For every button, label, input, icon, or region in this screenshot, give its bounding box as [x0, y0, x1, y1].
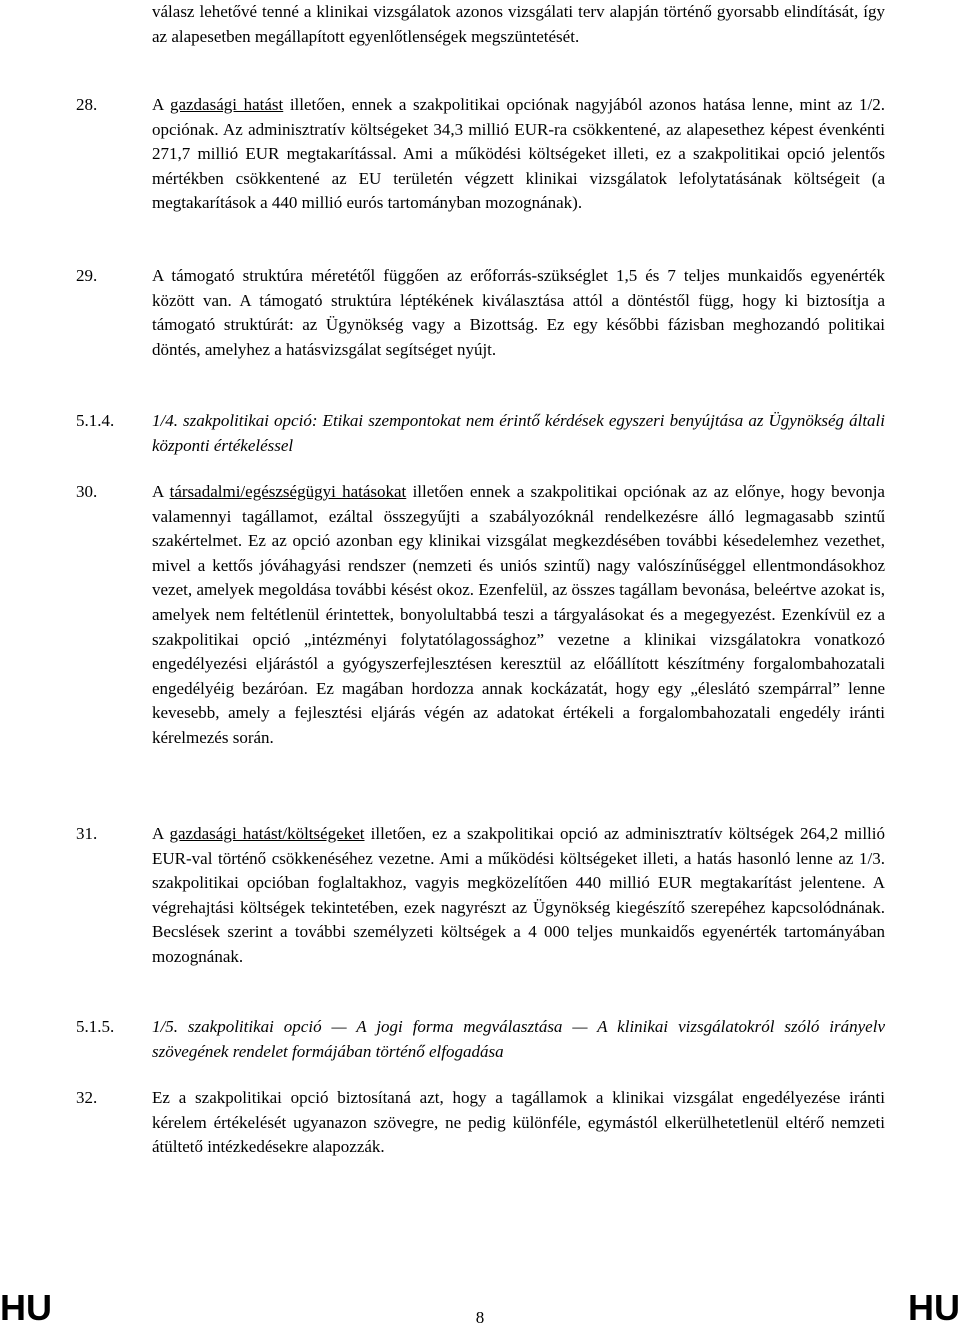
footer-language-code-right: HU	[908, 1287, 960, 1328]
paragraph-number: 30.	[76, 482, 98, 501]
paragraph-number: 29.	[76, 266, 98, 285]
page-number: 8	[475, 1308, 485, 1327]
paragraph-text: A gazdasági hatást illetően, ennek a szakpolitikai opciónak nagyjából azonos hatása lenne, mint az 1/2. opciónak. Az adminisztratív költségeket 34,3 millió EUR-ra csökkentené, az alapesethez képest évenkénti 271,7 millió EUR megtakarítással. Ami a működési költségeket illeti, ez a szakpolitikai opció jelentős mértékben csökkentené az EU területén végzett klinikai vizsgálatok lefolytatásának költségeit (a megtakarítások a 440 millió eurós tartományban mozognának).	[152, 95, 885, 213]
paragraph-30	[76, 480, 885, 751]
paragraph-32	[76, 1086, 885, 1160]
underlined-term: társadalmi/egészségügyi hatásokat	[169, 482, 407, 501]
section-title: 1/4. szakpolitikai opció: Etikai szempontokat nem érintő kérdések egyszeri benyújtása az Ügynökség általi központi értékeléssel	[152, 411, 885, 455]
underlined-term: gazdasági hatást/költségeket	[169, 824, 365, 843]
paragraph-text: A támogató struktúra méretétől függően az erőforrás-szükséglet 1,5 és 7 teljes munkaidős egyenérték között van. A támogató struktúra léptékének kiválasztása attól a döntéstől függ, hogy ki biztosítja a támogató struktúrát: az Ügynökség vagy a Bizottság. Ez egy későbbi fázisban meghozandó politikai döntés, amelyhez a hatásvizsgálat segítséget nyújt.	[152, 266, 885, 359]
paragraph-28	[76, 93, 885, 216]
section-title: 1/5. szakpolitikai opció — A jogi forma megválasztása — A klinikai vizsgálatokról szóló irányelv szövegének rendelet formájában történő elfogadása	[152, 1017, 885, 1061]
paragraph-number: 31.	[76, 824, 98, 843]
section-number: 5.1.4.	[76, 411, 115, 430]
section-heading-5-1-4	[76, 409, 885, 458]
paragraph-text: válasz lehetővé tenné a klinikai vizsgálatok azonos vizsgálati terv alapján történő gyorsabb elindítását, így az alapesetben megállapított egyenlőtlenségek megszüntetését.	[152, 2, 885, 46]
section-number: 5.1.5.	[76, 1017, 115, 1036]
paragraph-31	[76, 822, 885, 970]
footer-language-code-left: HU	[0, 1287, 52, 1328]
paragraph-text: A gazdasági hatást/költségeket illetően, ez a szakpolitikai opció az adminisztratív költségek 264,2 millió EUR-val történő csökkenéséhez vezetne. Ami a működési költségeket illeti, a hatás hasonló lenne az 1/3. szakpolitikai opcióban foglaltakhoz, vagyis megközelítően 440 millió EUR megtakarítást jelentene. A végrehajtási költségek tekintetében, ezek nagyrészt az Ügynökség kiegészítő szerepéhez kapcsolódnának. Becslések szerint a további személyzeti költségek a 4 000 teljes munkaidős egyenérték tartományában mozognának.	[152, 824, 885, 966]
paragraph-text: A társadalmi/egészségügyi hatásokat illetően ennek a szakpolitikai opciónak az az előnye, hogy bevonja valamennyi tagállamot, ezáltal összegyűjti a szabályozóknál rendelkezésre álló legmagasabb szintű szakértelmet. Ez az opció azonban egy klinikai vizsgálat megkezdésében további késedelemhez vezethet, mivel a kettős jóváhagyási rendszer (nemzeti és uniós szintű) nagy valószínűséggel ellentmondásokhoz vezet, amelyek megoldása további késést okoz. Ezenfelül, az összes tagállam bevonása, beleértve azokat is, amelyek nem feltétlenül érintettek, bonyolultabbá teszi a tárgyalásokat és a megegyezést. Ezenkívül ez a szakpolitikai opció „intézményi folytatólagossághoz” vezetne a klinikai vizsgálatokra vonatkozó engedélyezési eljárástól a gyógyszerfejlesztésen keresztül az előállított készítmény forgalombahozatali engedélyéig bezáróan. Ez magában hordozza annak kockázatát, hogy egy „éleslátó szempárral” lenne kevesebb, amely a fejlesztési eljárás végén az adatokat értékeli a forgalombahozatali engedély iránti kérelmezés során.	[152, 482, 885, 747]
paragraph-number: 28.	[76, 95, 98, 114]
paragraph-number: 32.	[76, 1088, 98, 1107]
underlined-term: gazdasági hatást	[169, 95, 284, 114]
paragraph-text: Ez a szakpolitikai opció biztosítaná azt, hogy a tagállamok a klinikai vizsgálat engedélyezése iránti kérelem értékelését ugyanazon szövegre, ne pedig különféle, egymástól elkerülhetetlenül eltérő nemzeti átültető intézkedésekre alapozzák.	[152, 1088, 885, 1157]
paragraph-29	[76, 264, 885, 362]
continuation-paragraph	[76, 0, 885, 49]
section-heading-5-1-5	[76, 1015, 885, 1064]
